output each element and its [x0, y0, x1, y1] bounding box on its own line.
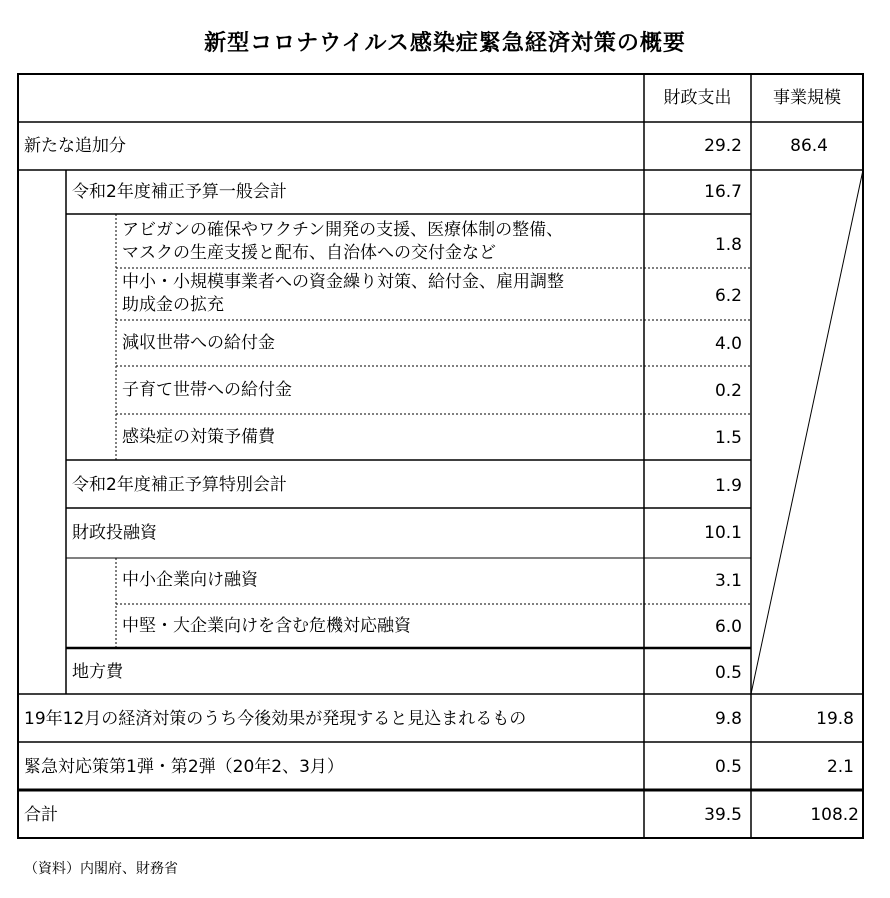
fiscal-value: 1.8 — [714, 235, 742, 255]
row-label-line2: マスクの生産支援と配布、自治体への交付金など — [122, 243, 496, 263]
fiscal-value: 29.2 — [704, 136, 742, 156]
scale-value: 86.4 — [790, 136, 828, 156]
row-label-line1: アビガンの確保やワクチン開発の支援、医療体制の整備、 — [122, 220, 564, 240]
fiscal-value: 0.5 — [714, 757, 742, 777]
fiscal-value: 1.5 — [714, 428, 742, 448]
row-label: 19年12月の経済対策のうち今後効果が発現すると見込まれるもの — [24, 709, 527, 729]
fiscal-value: 0.2 — [714, 381, 742, 401]
row-label: 中小企業向け融資 — [122, 570, 258, 590]
row-label: 令和2年度補正予算一般会計 — [72, 182, 287, 202]
scale-value: 108.2 — [810, 805, 859, 825]
row-label: 子育て世帯への給付金 — [122, 380, 292, 400]
header-scale: 事業規模 — [773, 88, 841, 108]
fiscal-value: 9.8 — [714, 709, 742, 729]
fiscal-value: 6.0 — [714, 617, 742, 637]
source-note: （資料）内閣府、財務省 — [24, 861, 178, 877]
fiscal-value: 1.9 — [714, 476, 742, 496]
row-label: 感染症の対策予備費 — [122, 427, 275, 447]
row-label: 地方費 — [72, 662, 123, 682]
fiscal-value: 39.5 — [704, 805, 742, 825]
scale-value: 2.1 — [826, 757, 854, 777]
page-title: 新型コロナウイルス感染症緊急経済対策の概要 — [204, 31, 686, 56]
fiscal-value: 6.2 — [714, 286, 742, 306]
row-label: 中堅・大企業向けを含む危機対応融資 — [122, 616, 411, 636]
row-label: 緊急対応策第1弾・第2弾（20年2、3月） — [24, 757, 344, 777]
fiscal-value: 10.1 — [704, 523, 742, 543]
scale-value: 19.8 — [816, 709, 854, 729]
row-label-line2: 助成金の拡充 — [122, 295, 224, 315]
row-label: 財政投融資 — [72, 523, 157, 543]
row-label: 減収世帯への給付金 — [122, 333, 275, 353]
row-label-line1: 中小・小規模事業者への資金繰り対策、給付金、雇用調整 — [122, 272, 564, 292]
header-fiscal: 財政支出 — [663, 88, 732, 108]
row-label: 新たな追加分 — [24, 136, 126, 156]
fiscal-value: 4.0 — [714, 334, 742, 354]
fiscal-value: 3.1 — [714, 571, 742, 591]
row-label: 令和2年度補正予算特別会計 — [72, 475, 287, 495]
row-label: 合計 — [24, 805, 58, 825]
fiscal-value: 16.7 — [704, 182, 742, 202]
fiscal-value: 0.5 — [714, 663, 742, 683]
